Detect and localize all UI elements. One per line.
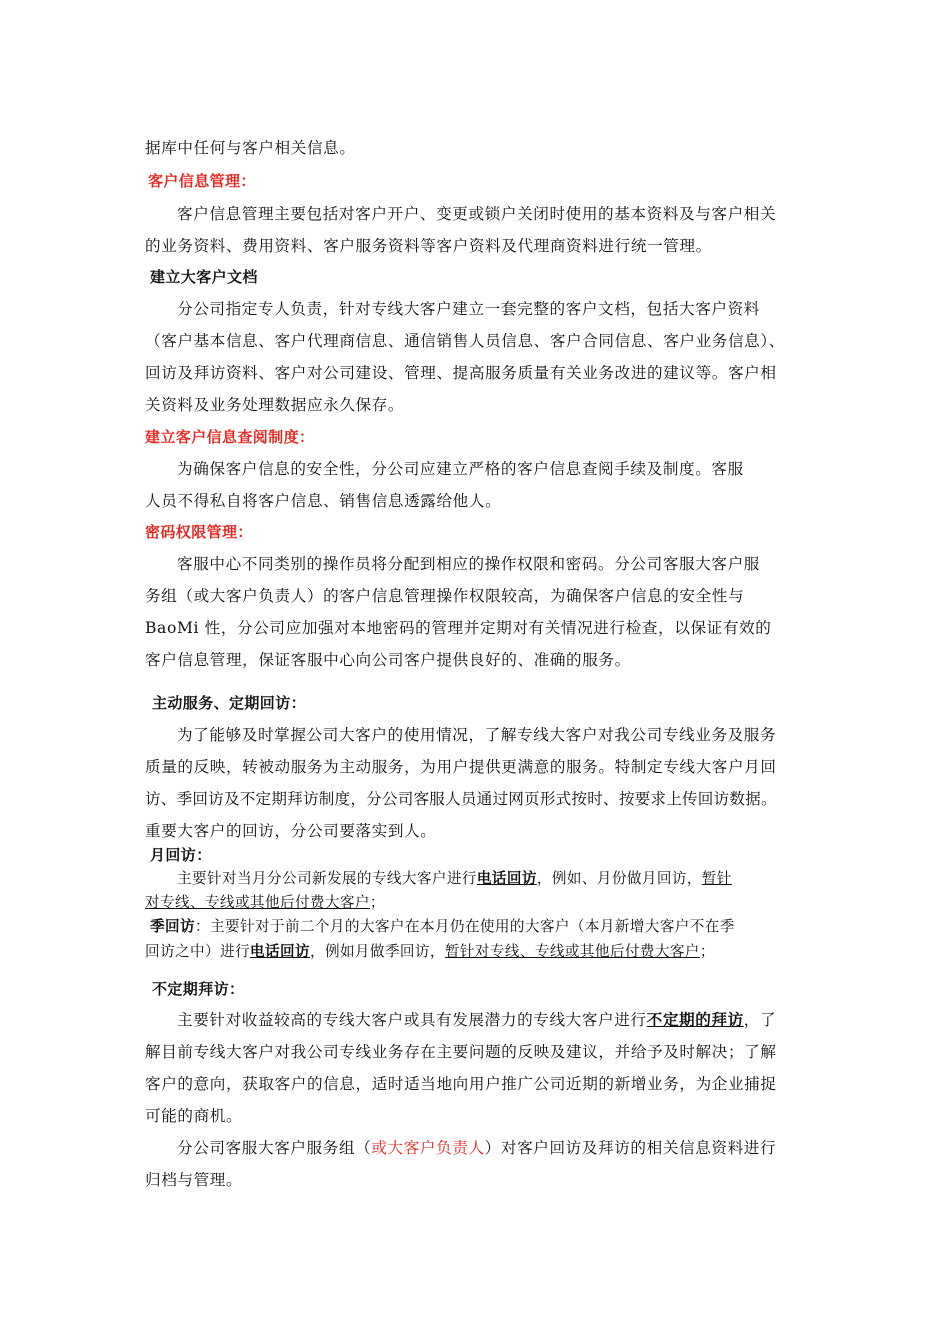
monthly-visit-line-1 (177, 869, 732, 889)
monthly-text: ； (369, 894, 385, 911)
paragraph-line: 回访及拜访资料、客户对公司建设、管理、提高服务质量有关业务改进的建议等。客户相 (145, 364, 777, 382)
paragraph-line: 为了能够及时掌握公司大客户的使用情况，了解专线大客户对我公司专线业务及服务 (177, 726, 777, 744)
irregular-text: 主要针对收益较高的专线大客户或具有发展潜力的专线大客户进行 (177, 1011, 647, 1029)
paragraph-line: 客户的意向，获取客户的信息，适时适当地向用户推广公司近期的新增业务，为企业捕捉 (145, 1075, 777, 1093)
quarterly-visit-line-1 (150, 917, 735, 937)
monthly-text: ，例如、月份做月回访， (536, 870, 702, 887)
paragraph-line: 质量的反映，转被动服务为主动服务，为用户提供更满意的服务。特制定专线大客户月回 (145, 758, 777, 776)
paragraph-line: 解目前专线大客户对我公司专线业务存在主要问题的反映及建议，并给予及时解决；了解 (145, 1043, 777, 1061)
heading-password-permission: 密码权限管理： (145, 523, 253, 541)
monthly-text: 主要针对当月分公司新发展的专线大客户进行 (177, 870, 477, 887)
paragraph-line: 关资料及业务处理数据应永久保存。 (145, 396, 405, 414)
monthly-scope-underlined: 暂针 (701, 870, 732, 887)
paragraph-line: （客户基本信息、客户代理商信息、通信销售人员信息、客户合同信息、客户业务信息）、 (145, 332, 785, 350)
intro-tail-line: 据库中任何与客户相关信息。 (145, 139, 356, 157)
quarterly-text: ，例如月做季回访， (309, 943, 445, 960)
heading-monthly-visit: 月回访： (150, 846, 212, 864)
monthly-scope-underlined: 对专线、专线或其他后付费大客户 (145, 894, 370, 911)
irregular-text: ，了 (743, 1011, 777, 1029)
quarterly-scope-underlined: 暂针对专线、专线或其他后付费大客户 (444, 943, 700, 960)
heading-irregular-visit: 不定期拜访： (152, 980, 245, 998)
paragraph-line: 人员不得私自将客户信息、销售信息透露给他人。 (145, 492, 502, 510)
paragraph-line: 的业务资料、费用资料、客户服务资料等客户资料及代理商资料进行统一管理。 (145, 237, 712, 255)
paragraph-line: 为确保客户信息的安全性，分公司应建立严格的客户信息查阅手续及制度。客服 (177, 460, 744, 478)
quarterly-text: 回访之中）进行 (145, 943, 250, 960)
paragraph-line: 分公司指定专人负责，针对专线大客户建立一套完整的客户文档，包括大客户资料 (177, 300, 760, 318)
closing-red-text: 或大客户负责人 (371, 1139, 485, 1157)
heading-proactive-service: 主动服务、定期回访： (152, 694, 307, 712)
quarterly-text: ； (699, 943, 715, 960)
paragraph-line: 可能的商机。 (145, 1107, 243, 1125)
paragraph-line: BaoMi 性，分公司应加强对本地密码的管理并定期对有关情况进行检查，以保证有效的 (145, 619, 772, 637)
paragraph-line: 务组（或大客户负责人）的客户信息管理操作权限较高，为确保客户信息的安全性与 (145, 587, 745, 605)
paragraph-line: 访、季回访及不定期拜访制度，分公司客服人员通过网页形式按时、按要求上传回访数据。 (145, 790, 777, 808)
closing-line-1 (177, 1138, 776, 1158)
closing-text: 分公司客服大客户服务组（ (177, 1139, 372, 1157)
paragraph-line: 客户信息管理，保证客服中心向公司客户提供良好的、准确的服务。 (145, 651, 631, 669)
heading-info-access-policy: 建立客户信息查阅制度： (145, 428, 315, 446)
closing-text: ）对客户回访及拜访的相关信息资料进行 (484, 1139, 777, 1157)
phone-visit-emphasis: 电话回访 (476, 870, 537, 887)
monthly-visit-line-2 (145, 893, 385, 913)
closing-line-2: 归档与管理。 (145, 1171, 243, 1189)
irregular-visit-line-1 (177, 1010, 776, 1030)
phone-visit-emphasis: 电话回访 (249, 943, 310, 960)
quarterly-visit-line-2 (145, 942, 715, 962)
heading-customer-info-management: 客户信息管理： (148, 172, 256, 190)
quarterly-text: ：主要针对于前二个月的大客户在本月仍在使用的大客户（本月新增大客户不在季 (194, 918, 735, 935)
paragraph-line: 客服中心不同类别的操作员将分配到相应的操作权限和密码。分公司客服大客户服 (177, 555, 760, 573)
heading-build-customer-archive: 建立大客户文档 (150, 268, 258, 286)
paragraph-line: 重要大客户的回访，分公司要落实到人。 (145, 822, 437, 840)
heading-quarterly-visit: 季回访 (150, 918, 195, 935)
irregular-visit-emphasis: 不定期的拜访 (646, 1011, 744, 1029)
paragraph-line: 客户信息管理主要包括对客户开户、变更或锁户关闭时使用的基本资料及与客户相关 (177, 205, 777, 223)
